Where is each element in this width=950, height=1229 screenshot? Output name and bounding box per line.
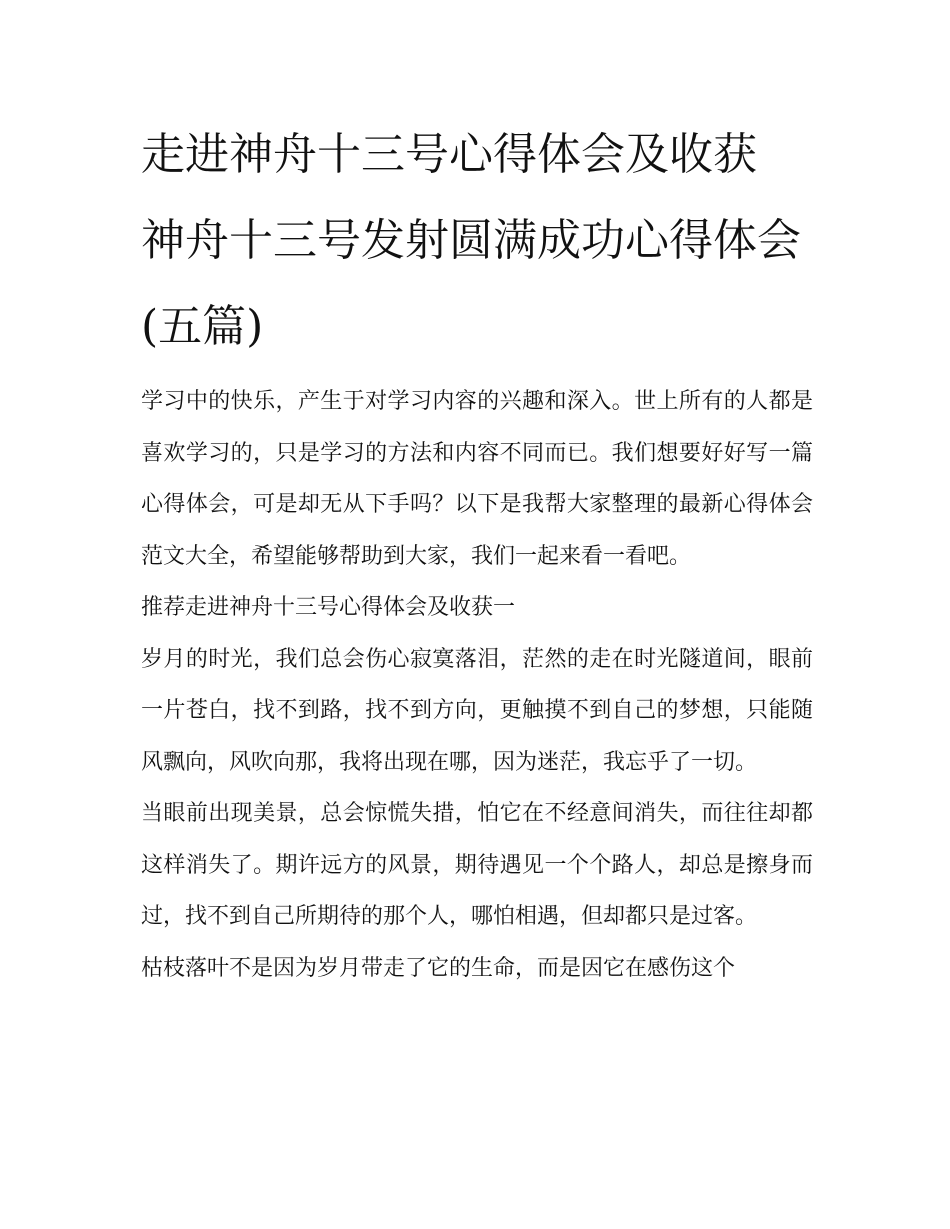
paragraph-scenery: 当眼前出现美景，总会惊慌失措，怕它在不经意间消失，而往往却都这样消失了。期许远方的风景，期待遇见一个个路人，却总是擦身而过，找不到自己所期待的那个人，哪怕相遇，但却都只是过客。: [141, 801, 813, 929]
document-title: 走进神舟十三号心得体会及收获 神舟十三号发射圆满成功心得体会(五篇): [141, 129, 801, 352]
paragraph-time: 岁月的时光，我们总会伤心寂寞落泪，茫然的走在时光隧道间，眼前一片苍白，找不到路，找不到方向，更触摸不到自己的梦想，只能随风飘向，风吹向那，我将出现在哪，因为迷茫，我忘乎了一切。: [141, 646, 813, 775]
paragraph-section-heading: 推荐走进神舟十三号心得体会及收获一: [141, 595, 516, 620]
document-body: [141, 112, 813, 994]
paragraph-intro: 学习中的快乐，产生于对学习内容的兴趣和深入。世上所有的人都是喜欢学习的，只是学习的方法和内容不同而已。我们想要好好写一篇心得体会，可是却无从下手吗？以下是我帮大家整理的最新心得体会范文大全，希望能够帮助到大家，我们一起来看一看吧。: [141, 389, 813, 569]
paragraph-leaves: 枯枝落叶不是因为岁月带走了它的生命，而是因它在感伤这个: [141, 955, 736, 981]
